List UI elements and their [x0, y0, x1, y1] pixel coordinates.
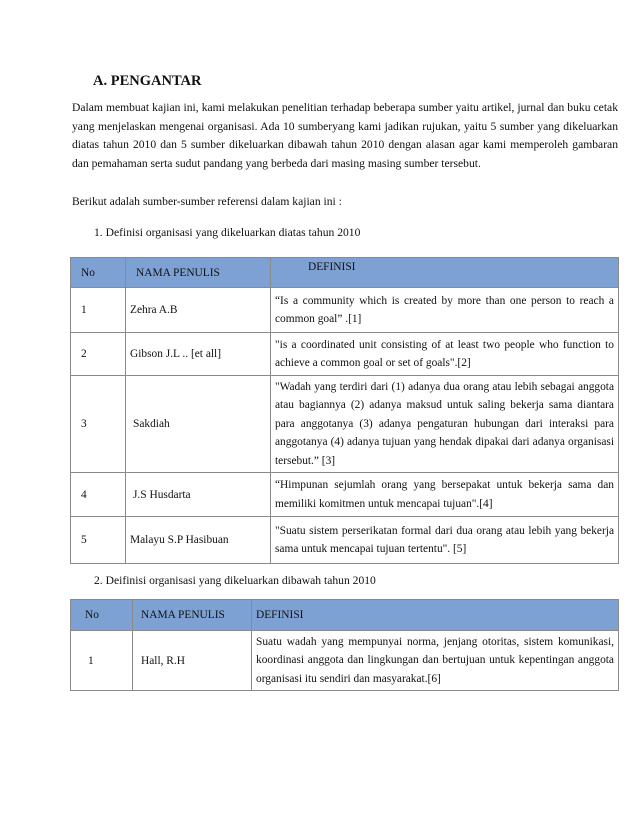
table-header-row [71, 600, 619, 631]
cell-definition: “Is a community which is created by more than one person to reach a common goal” .[1] [271, 288, 619, 333]
cell-no: 5 [71, 517, 126, 564]
intro-paragraph: Dalam membuat kajian ini, kami melakukan penelitian terhadap beberapa sumber yaitu artikel, jurnal dan buku cetak yang menjelaskan mengenai organisasi. Ada 10 sumberyang kami jadikan rujukan, yaitu 5 sumber yang dikeluarkan diatas tahun 2010 dan 5 sumber dikeluarkan dibawah tahun 2010 dengan alasan agar kami memperoleh gambaran dan pemahaman serta sudut pandang yang berbeda dari masing masing sumber tersebut. [72, 101, 618, 170]
cell-definition: "Wadah yang terdiri dari (1) adanya dua orang atau lebih sebagai anggota atau bagiannya (2) adanya maksud untuk saling bekerja sama diantara para anggotanya (3) adanya pengaturan hubungan dari interaksi para anggotanya (4) adanya tujuan yang hendak dipakai dari adanya organisasi tersebut.” [3] [271, 376, 619, 473]
table-row [71, 517, 619, 564]
section-heading: A. PENGANTAR [93, 73, 202, 89]
table-row [71, 333, 619, 376]
table-row [71, 376, 619, 473]
cell-no: 2 [71, 333, 126, 376]
cell-definition: “Himpunan sejumlah orang yang bersepakat untuk bekerja sama dan memiliki komitmen untuk mencapai tujuan".[4] [271, 473, 619, 517]
table-row [71, 631, 619, 691]
cell-name: Malayu S.P Hasibuan [126, 517, 271, 564]
table-row [71, 473, 619, 517]
cell-no: 4 [71, 473, 126, 517]
definition-table-1 [70, 257, 619, 564]
cell-name: Zehra A.B [126, 288, 271, 333]
table-header-row [71, 258, 619, 288]
subsection-title-2: 2. Deifinisi organisasi yang dikeluarkan dibawah tahun 2010 [94, 574, 376, 587]
header-no: No [71, 600, 133, 631]
cell-name: Gibson J.L .. [et all] [126, 333, 271, 376]
definition-table-2 [70, 599, 619, 691]
header-name: NAMA PENULIS [133, 600, 252, 631]
header-name: NAMA PENULIS [126, 258, 271, 288]
cell-no: 3 [71, 376, 126, 473]
cell-name: Sakdiah [126, 376, 271, 473]
cell-no: 1 [71, 288, 126, 333]
subsection-title-1: 1. Definisi organisasi yang dikeluarkan diatas tahun 2010 [94, 226, 361, 239]
table-row [71, 288, 619, 333]
header-no: No [71, 258, 126, 288]
cell-definition: Suatu wadah yang mempunyai norma, jenjang otoritas, sistem komunikasi, koordinasi anggota dan lingkungan dan bertujuan untuk kepentingan anggota organisasi itu sendiri dan masyarakat.[6] [252, 631, 619, 691]
cell-name: Hall, R.H [133, 631, 252, 691]
cell-name: J.S Husdarta [126, 473, 271, 517]
cell-definition: "is a coordinated unit consisting of at least two people who function to achieve a common goal or set of goals".[2] [271, 333, 619, 376]
header-definition: DEFINISI [252, 600, 619, 631]
list-intro: Berikut adalah sumber-sumber referensi dalam kajian ini : [72, 195, 342, 208]
cell-definition: "Suatu sistem perserikatan formal dari dua orang atau lebih yang bekerja sama untuk mencapai tujuan tertentu". [5] [271, 517, 619, 564]
cell-no: 1 [71, 631, 133, 691]
header-definition: DEFINISI [271, 258, 619, 288]
